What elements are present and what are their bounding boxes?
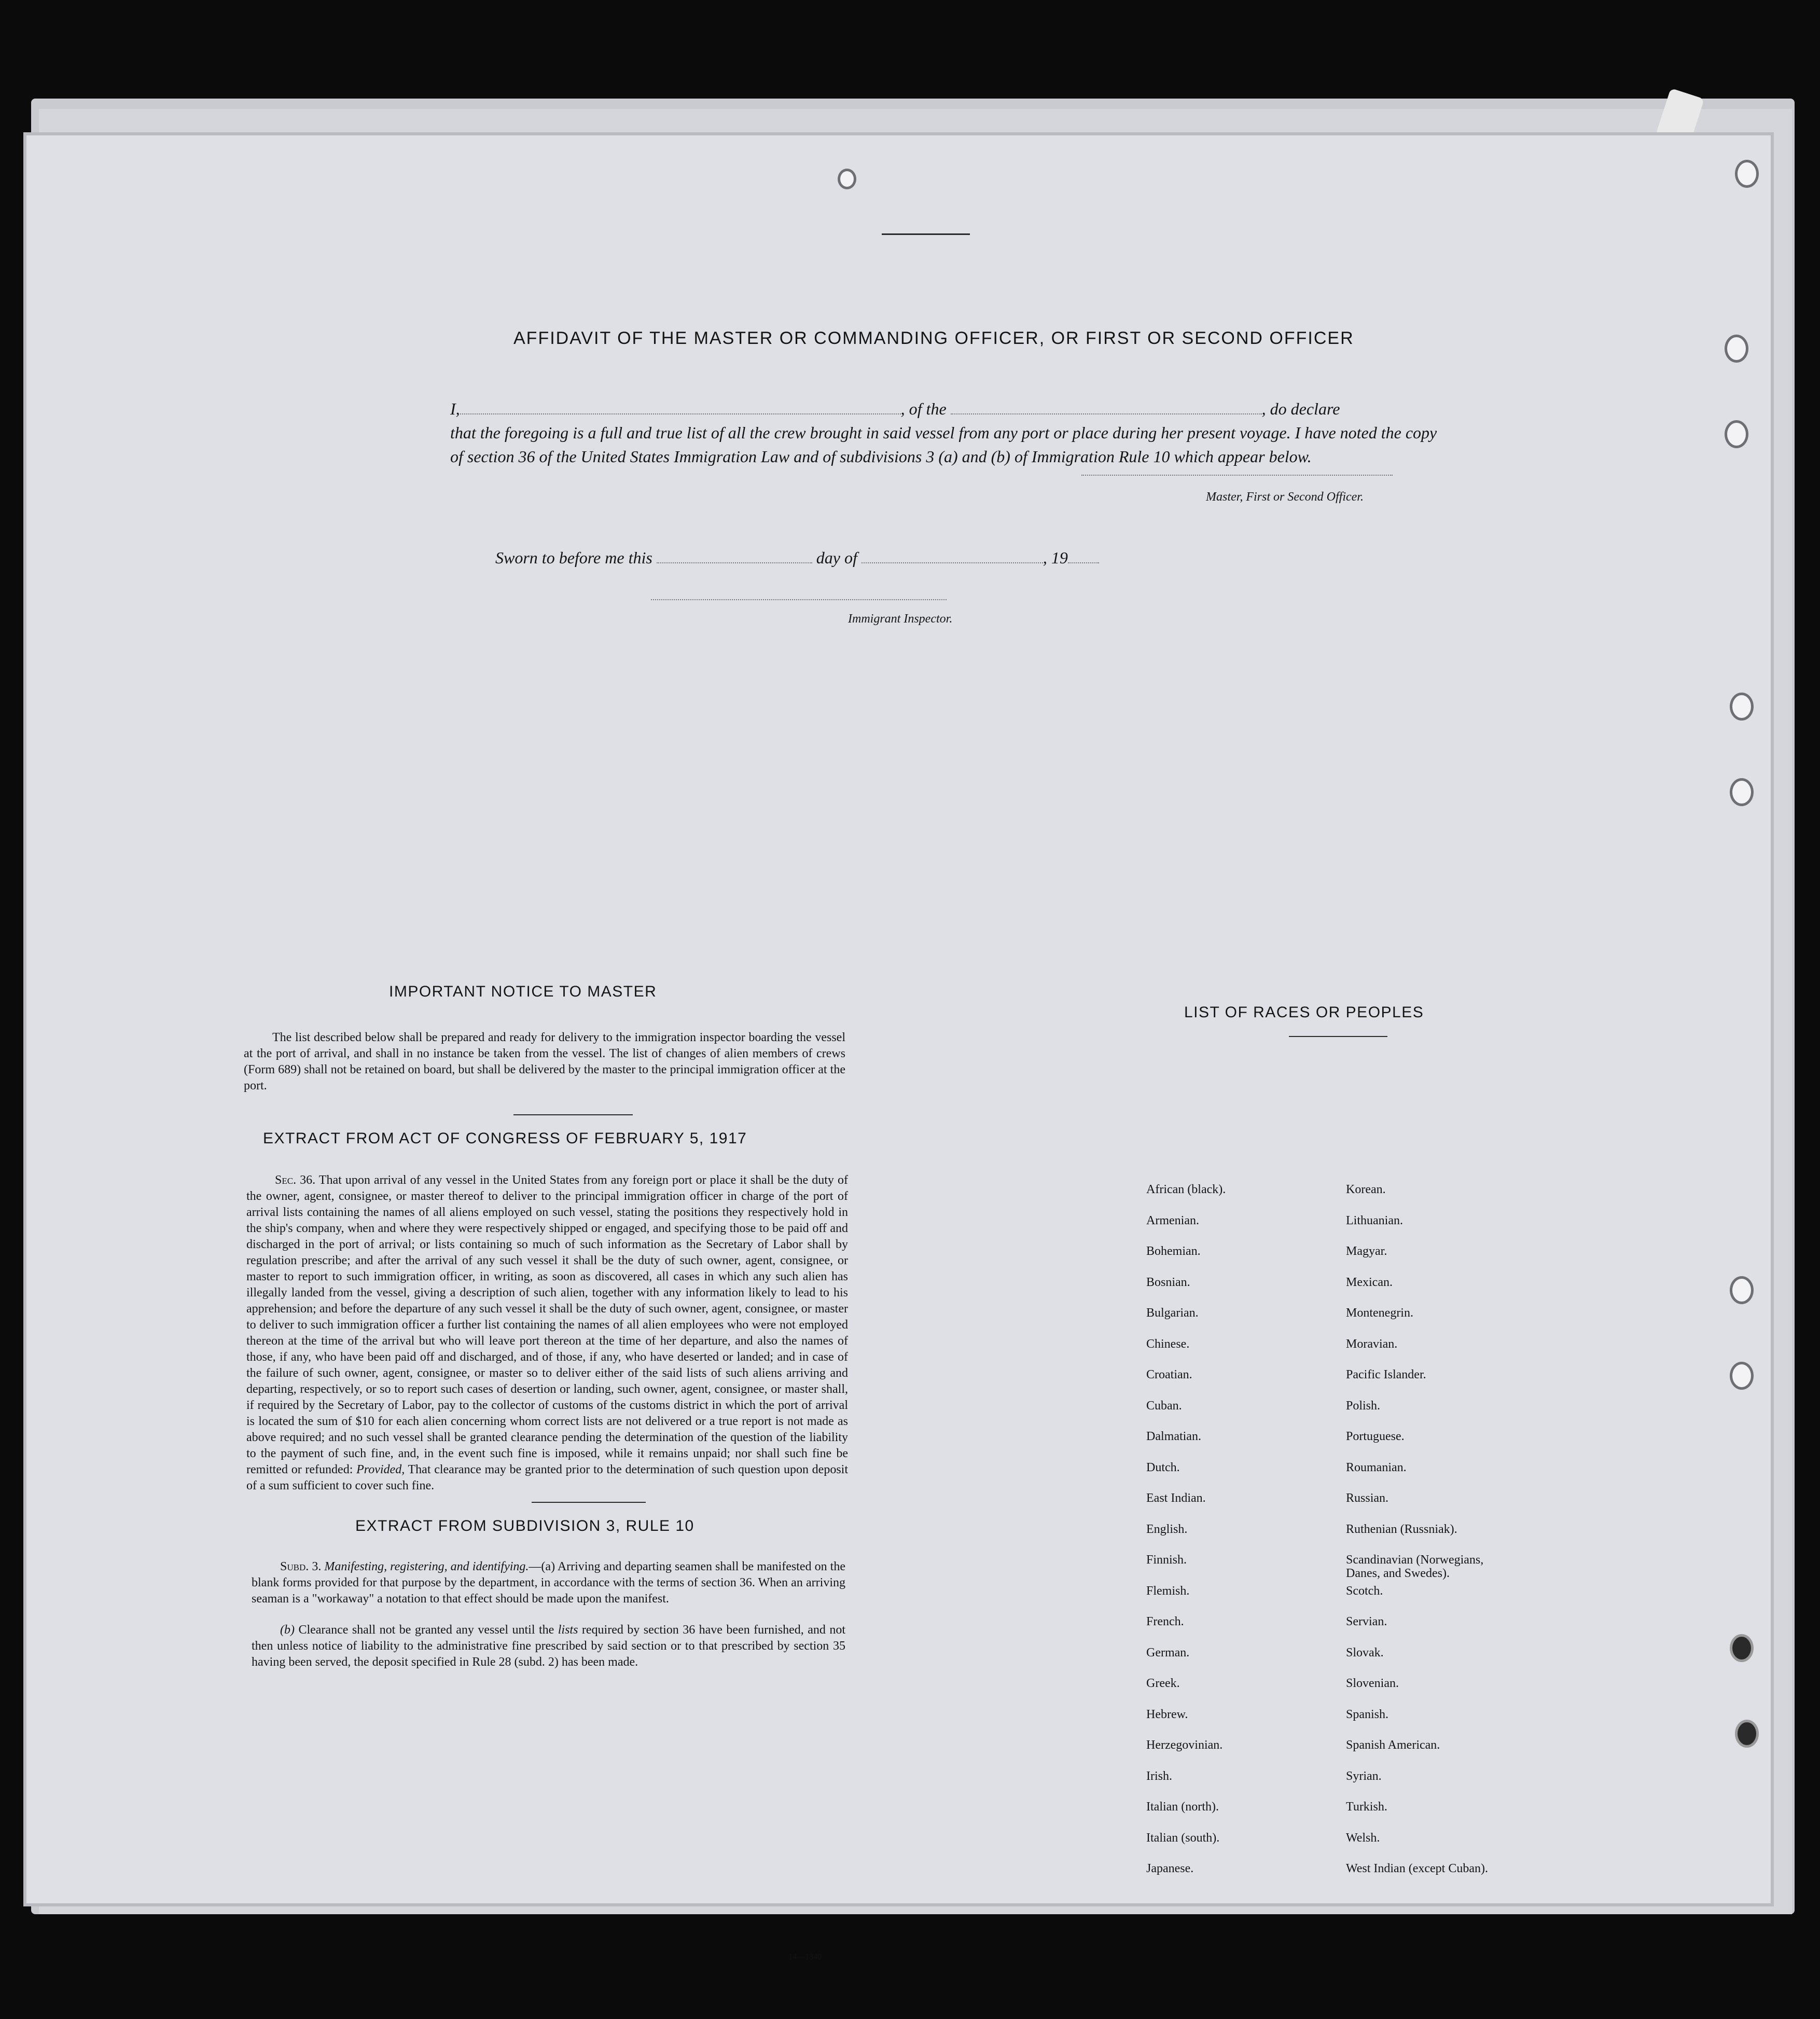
race-item: Chinese. — [1146, 1337, 1190, 1351]
act-text — [246, 1172, 848, 1494]
race-item: Moravian. — [1346, 1337, 1398, 1351]
title-rule — [882, 233, 970, 235]
binder-hole — [1735, 160, 1759, 188]
act-sec-label: Sec. 36. — [275, 1173, 316, 1187]
race-item: Armenian. — [1146, 1213, 1199, 1227]
sworn-prefix: Sworn to before me this — [495, 548, 652, 567]
sworn-day-label: day of — [816, 548, 857, 567]
race-item: Syrian. — [1346, 1769, 1382, 1783]
race-item: Finnish. — [1146, 1553, 1187, 1567]
race-item: Servian. — [1346, 1615, 1387, 1628]
affidavit-line1 — [450, 397, 1446, 421]
race-item: Greek. — [1146, 1677, 1180, 1690]
binder-hole — [1730, 1362, 1754, 1390]
binder-hole — [1730, 693, 1754, 721]
race-item: Slovak. — [1346, 1645, 1384, 1660]
race-item: Russian. — [1346, 1491, 1389, 1505]
rule-b-text — [252, 1622, 845, 1670]
rule-b-label: (b) — [280, 1623, 295, 1637]
affidavit-of-the: , of the — [900, 399, 947, 418]
races-title: LIST OF RACES OR PEOPLES — [1184, 1004, 1424, 1021]
race-item: Scotch. — [1346, 1584, 1383, 1598]
vessel-field[interactable] — [951, 413, 1262, 414]
affidavit-body: that the foregoing is a full and true list of all the crew brought in said vessel from any port or place during her present voyage. I have noted the copy of section 36 of the United States Immigration Law and of subdivisions 3 (a) and (b) of Immigration Rule 10 which appear below. — [450, 423, 1437, 466]
act-body-end: That clearance may be granted prior to the determination of such question upon deposit of a sum sufficient to cover such fine. — [246, 1463, 849, 1492]
race-item: Ruthenian (Russniak). — [1346, 1522, 1457, 1536]
notice-rule — [513, 1114, 633, 1115]
rule-subd-heading: Manifesting, registering, and identifying. — [324, 1560, 529, 1573]
form-number: 14—1340 — [788, 1953, 822, 1961]
race-item: East Indian. — [1146, 1491, 1206, 1505]
affidavit-i: I, — [450, 399, 460, 418]
race-item: Italian (north). — [1146, 1800, 1219, 1814]
sworn-year-label: , 19 — [1043, 548, 1068, 567]
race-item: German. — [1146, 1645, 1190, 1660]
race-item: Herzegovinian. — [1146, 1738, 1223, 1752]
inspector-label: Immigrant Inspector. — [848, 612, 953, 626]
race-item: Korean. — [1346, 1183, 1386, 1196]
race-item: Portuguese. — [1346, 1430, 1405, 1443]
document-page — [23, 132, 1774, 1961]
race-item: Croatian. — [1146, 1368, 1192, 1381]
race-item: West Indian (except Cuban). — [1346, 1862, 1488, 1875]
act-provided: Provided, — [356, 1463, 405, 1476]
race-item: French. — [1146, 1615, 1184, 1628]
races-rule — [1289, 1036, 1387, 1037]
sworn-line — [495, 548, 1099, 568]
affidavit-declare: , do declare — [1261, 399, 1340, 418]
race-item: English. — [1146, 1522, 1188, 1536]
race-item: Japanese. — [1146, 1862, 1194, 1875]
race-item: Turkish. — [1346, 1800, 1387, 1814]
binder-hole — [1735, 1720, 1759, 1748]
name-field[interactable] — [460, 413, 901, 414]
binder-hole — [1725, 335, 1748, 363]
race-item: Mexican. — [1346, 1275, 1393, 1289]
affidavit-text-block — [450, 397, 1446, 468]
rule-subd-label: Subd. 3. — [280, 1560, 322, 1573]
rule-b-body-2: required by section 36 have been furnished, and not then unless notice of liability to the administrative fine prescribed by said section or to that prescribed by section 35 having been served, the deposit specified in Rule 28 (subd. 2) has been made. — [252, 1623, 846, 1669]
race-item: Slovenian. — [1346, 1677, 1399, 1690]
signature-line[interactable] — [1081, 475, 1393, 476]
race-item: Roumanian. — [1346, 1460, 1407, 1474]
race-item: Bosnian. — [1146, 1275, 1190, 1289]
race-item: Bulgarian. — [1146, 1306, 1199, 1320]
rule-a-body: —(a) Arriving and departing seamen shall be manifested on the blank forms provided for that purpose by the department, in accordance with the terms of section 36. When an arriving seaman is a "workaway" a notation to that effect should be made upon the manifest. — [252, 1560, 845, 1606]
race-item: African (black). — [1146, 1183, 1226, 1196]
race-item: Cuban. — [1146, 1399, 1182, 1413]
race-item: Magyar. — [1346, 1244, 1387, 1258]
race-item: Pacific Islander. — [1346, 1368, 1426, 1381]
race-item: Spanish American. — [1346, 1738, 1440, 1752]
act-title: EXTRACT FROM ACT OF CONGRESS OF FEBRUARY 5, 1917 — [263, 1130, 747, 1147]
rule-b-body-1: Clearance shall not be granted any vessel until the — [298, 1623, 554, 1637]
race-item: Dutch. — [1146, 1460, 1180, 1474]
rule-b-lists: lists — [558, 1623, 578, 1637]
race-item: Irish. — [1146, 1769, 1172, 1783]
race-item: Bohemian. — [1146, 1244, 1201, 1258]
race-item: Hebrew. — [1146, 1707, 1188, 1721]
race-item: Montenegrin. — [1346, 1306, 1413, 1320]
act-body: That upon arrival of any vessel in the United States from any foreign port or place it shall be the duty of the owner, agent, consignee, or master thereof to deliver to the principal immigration officer in charge of the port of arrival lists containing the names of all aliens employed on such vessel, stating the positions they respectively hold in the ship's company, when and where they were respectively shipped or engaged, and specifying those to be paid off and discharged in the port of arrival; or lists containing so much of such information as the Secretary of Labor shall by regulation prescribe; and after the arrival of any such vessel it shall be the duty of such owner, agent, consignee, or master to report to such immigration officer, in writing, as soon as discovered, all cases in which any such alien has illegally landed from the vessel, giving a description of such alien, together with any information likely to lead to his apprehension; and before the departure of any such vessel it shall be the duty of such owner, agent, consignee, or master to deliver to such immigration officer a further list containing the names of all alien employees who were not employed thereon at the time of the arrival but who will leave port thereon at the time of her departure, and also the names of those, if any, who have been paid off and discharged, and of those, if any, who have deserted or landed; and in case of the failure of such owner, agent, consignee, or master so to deliver either of the said lists of such aliens arriving and departing, respectively, or so to report such cases of desertion or landing, such owner, agent, consignee, or master shall, if required by the Secretary of Labor, pay to the collector of customs of the customs district in which the port of arrival is located the sum of $10 for each alien concerning whom correct lists are not delivered or a true report is not made as above required; and no such vessel shall be granted clearance pending the determination of the question of the liability to the payment of such fine, and, in the event such fine is imposed, while it remains unpaid; nor shall such fine be remitted or refunded: — [246, 1173, 848, 1476]
binder-hole — [1730, 778, 1754, 806]
race-item: Flemish. — [1146, 1584, 1190, 1598]
race-item: Polish. — [1346, 1399, 1381, 1413]
sworn-year-field[interactable] — [1068, 562, 1099, 563]
binder-hole — [838, 169, 856, 189]
binder-hole — [1725, 420, 1748, 448]
rule-title: EXTRACT FROM SUBDIVISION 3, RULE 10 — [355, 1517, 694, 1534]
signature-label: Master, First or Second Officer. — [1206, 490, 1364, 504]
races-right-column — [1346, 1183, 1553, 1893]
race-item: Spanish. — [1346, 1707, 1389, 1721]
races-left-column — [1146, 1183, 1354, 1893]
sworn-month-field[interactable] — [862, 562, 1043, 563]
race-item: Italian (south). — [1146, 1831, 1220, 1845]
affidavit-title: AFFIDAVIT OF THE MASTER OR COMMANDING OFFICER, OR FIRST OR SECOND OFFICER — [513, 328, 1354, 348]
rule-a-text — [252, 1559, 845, 1607]
race-item: Welsh. — [1346, 1831, 1380, 1845]
binder-hole — [1730, 1276, 1754, 1304]
act-rule — [532, 1502, 646, 1503]
notice-title: IMPORTANT NOTICE TO MASTER — [389, 983, 657, 1000]
race-item: Scandinavian (Norwegians, Danes, and Swedes). — [1346, 1553, 1484, 1580]
notice-text: The list described below shall be prepared and ready for delivery to the immigration inspector boarding the vessel at the port of arrival, and shall in no instance be taken from the vessel. The list of changes of alien members of crews (Form 689) shall not be retained on board, but shall be delivered by the master to the principal immigration officer at the port. — [244, 1031, 845, 1093]
race-item: Lithuanian. — [1346, 1213, 1403, 1227]
sworn-date-field[interactable] — [657, 562, 812, 563]
race-item: Dalmatian. — [1146, 1430, 1201, 1443]
inspector-signature-line[interactable] — [651, 599, 947, 600]
binder-hole — [1730, 1634, 1754, 1662]
